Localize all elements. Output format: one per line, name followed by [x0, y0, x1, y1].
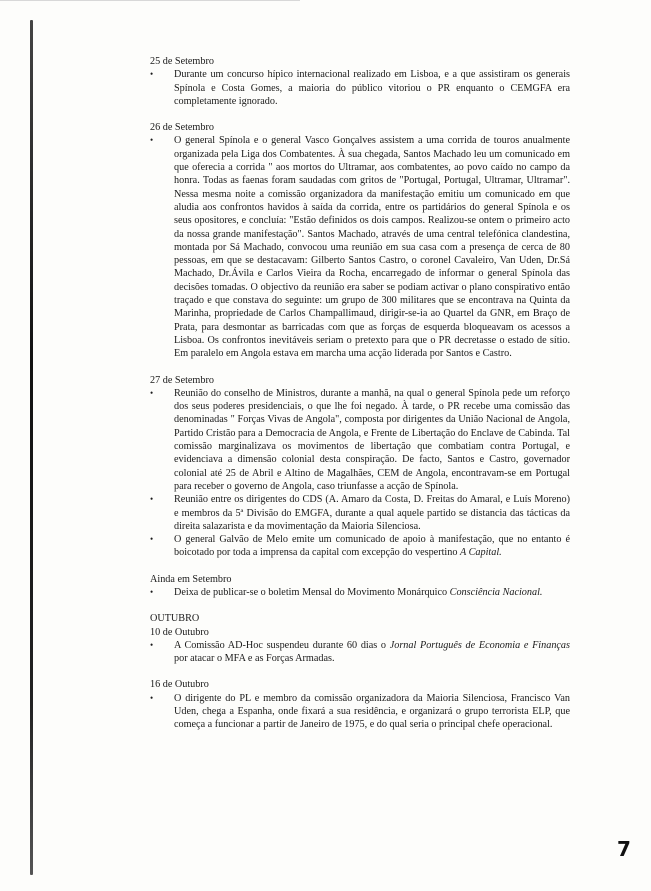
entry-list-27-set	[150, 387, 570, 560]
entry-list-25-set	[150, 68, 570, 108]
month-heading: OUTUBRO	[150, 613, 200, 625]
item-text: O general Galvão de Melo emite um comunicado de apoio à manifestação, que no entanto é boicotado por toda a imprensa da capital com excepção do vespertino	[174, 534, 570, 559]
list-item: • Reunião entre os dirigentes do CDS (A. Amaro da Costa, D. Freitas do Amaral, e Luís Moreno) e membros da 5ª Divisão do EMGFA, durante a qual aquele partido se distancia das tácticas da direita salazarista e da movimentação da Maioria Silenciosa.	[150, 493, 570, 533]
list-item	[150, 533, 570, 560]
date-heading-25-set: 25 de Setembro	[150, 56, 214, 67]
bulletin-title: Consciência Nacional.	[449, 586, 543, 598]
list-item	[150, 586, 570, 599]
list-item: • Reunião do conselho de Ministros, durante a manhã, na qual o general Spínola pede um reforço dos seus poderes presidenciais, o que lhe foi negado. À tarde, o PR recebe uma comissão das denominadas " Forças Vivas de Angola", composta por dirigentes da União Nacional de Angola, Partido Cristão para a Democracia de Angola, e Frente de Libertação do Enclave de Cabinda. Tal comissão marginalizava os movimentos de libertação que combatiam contra Portugal, e evidenciava a dimensão colonial desta conspiração. De facto, Santos e Castro, governador colonial até 25 de Abril e Altino de Magalhães, CEM de Angola, encontravam-se em Portugal para receber o governo de Angola, caso triunfasse a acção de Spínola.	[150, 387, 570, 493]
list-item: • O dirigente do PL e membro da comissão organizadora da Maioria Silenciosa, Francisco Van Uden, chega a Espanha, onde fixará a sua residência, e organizará o grupo terrorista ELP, que começa a funcionar a partir de Janeiro de 1975, e do qual seria o principal chefe operacional.	[150, 692, 570, 732]
journal-title: Jornal Português de Economia e Finanças	[389, 639, 570, 651]
item-text: A Comissão AD-Hoc suspendeu durante 60 dias o	[174, 639, 390, 651]
binding-edge	[30, 20, 33, 875]
item-text: Deixa de publicar-se o boletim Mensal do Movimento Monárquico	[174, 586, 450, 598]
list-item: • Durante um concurso hípico internacional realizado em Lisboa, e a que assistiram os generais Spínola e Costa Gomes, a maioria do público vitoriou o PR enquanto o CEMGFA era completamente ignorado.	[150, 68, 570, 108]
date-heading-27-set: 27 de Setembro	[150, 374, 214, 386]
date-heading-26-set: 26 de Setembro	[150, 122, 214, 134]
date-heading-10-out: 10 de Outubro	[150, 626, 209, 638]
date-heading-ainda-set: Ainda em Setembro	[150, 573, 232, 585]
entry-list-16-out	[150, 692, 570, 732]
date-heading-16-out: 16 de Outubro	[150, 679, 209, 691]
page-number: 7	[617, 837, 631, 861]
item-text: por atacar o MFA e as Forças Armadas.	[174, 653, 335, 665]
entry-list-10-out	[150, 639, 570, 666]
document-body	[150, 55, 570, 732]
newspaper-title: A Capital.	[460, 547, 502, 559]
list-item	[150, 639, 570, 666]
entry-list-ainda-set	[150, 586, 570, 599]
entry-list-26-set	[150, 134, 570, 360]
list-item: • O general Spínola e o general Vasco Gonçalves assistem a uma corrida de touros anualmente organizada pela Liga dos Combatentes. À sua chegada, Santos Machado leu um comunicado em que oferecia a corrida " aos mortos do Ultramar, aos combatentes, ao povo caído no campo da honra. Todas as faenas foram saudadas com gritos de "Portugal, Portugal, Ultramar, Ultramar". Nessa mesma noite a comissão organizadora da manifestação emitiu um comunicado em que aludia aos confrontos havidos à saída da corrida, entre os partidários do general Spínola e os seus opositores, e concluía: "Estão definidos os dois campos. Realizou-se ontem o primeiro acto da nossa grande manifestação". Santos Machado, através de uma central telefónica clandestina, montada por Sá Machado, convocou uma reunião em sua casa com a presença de cerca de 80 pessoas, em que se destacavam: Gilberto Santos Castro, o coronel Cavaleiro, Van Uden, Dr.Sá Machado, Dr.Ávila e Carlos Vieira da Rocha, encarregado de informar o general Spínola das decisões tomadas. O objectivo da reunião era saber se podiam activar o plano conspirativo então traçado e que constava do seguinte: um grupo de 300 militares que se encontrava na Quinta da Marinha, propriedade de Carlos Champallimaud, dirigir-se-ia ao Quartel da GNR, em Braço de Prata, para desmontar as barricadas com que as forças de esquerda bloqueavam os acessos a Lisboa. Os confrontos inevitáveis seriam o pretexto para que o PR decretasse o estado de sítio. Em paralelo em Angola estava em marcha uma acção liderada por Santos e Castro.	[150, 134, 570, 360]
top-rule	[0, 0, 300, 1]
